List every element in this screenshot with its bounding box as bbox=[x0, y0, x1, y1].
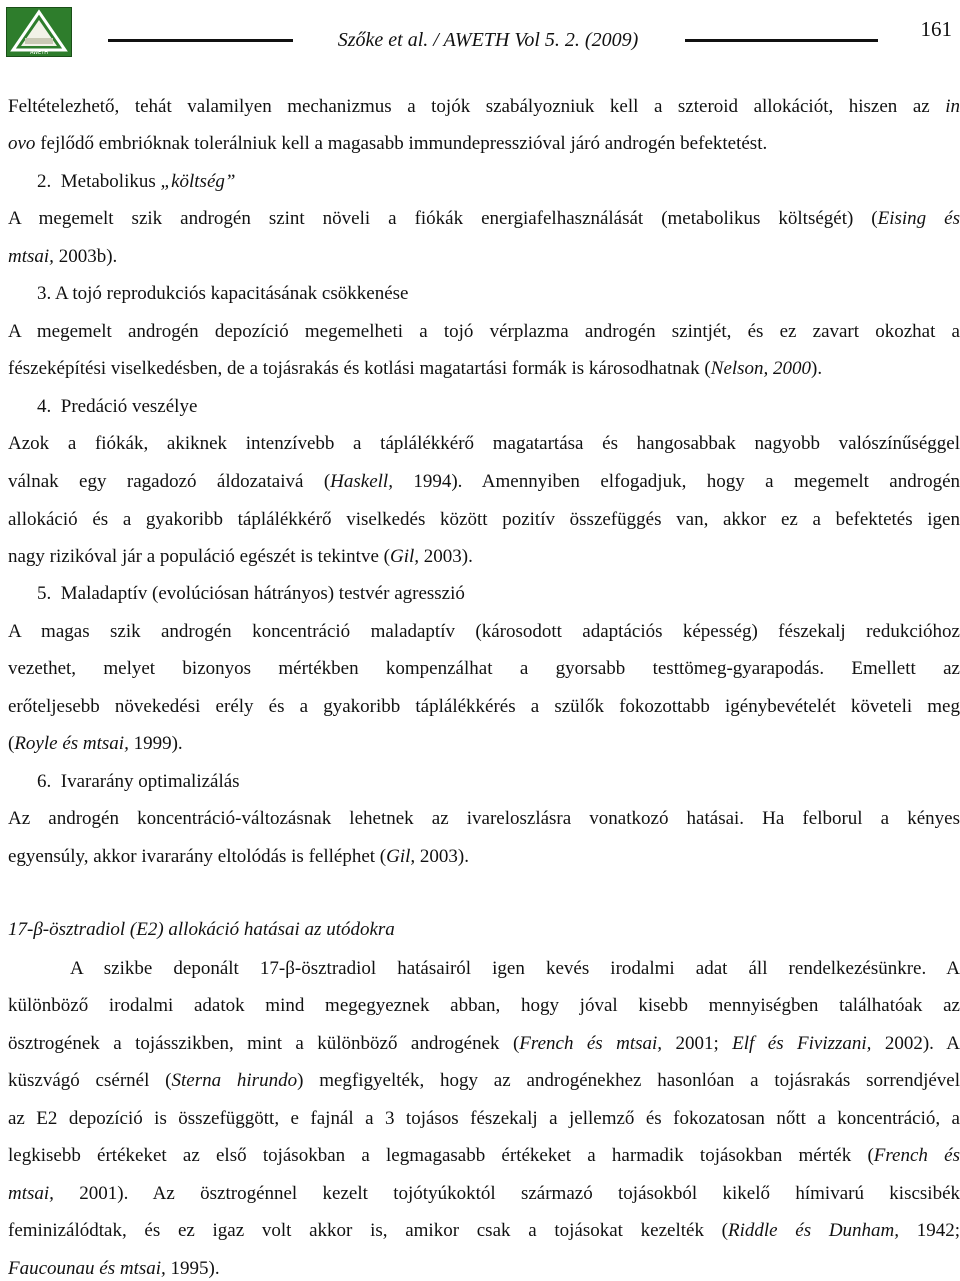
text-line: küszvágó csérnél (Sterna hirundo) megfigyelték, hogy az androgénekhez hasonlóan a tojásrakás sorrendjével bbox=[8, 1070, 960, 1091]
text-line: feminizálódtak, és ez igaz volt akkor is, amikor csak a tojásokat kezelték (Riddle és Dunham, 1942; bbox=[8, 1220, 960, 1241]
text-line: különböző irodalmi adatok mind megegyeznek abban, hogy jóval kisebb mennyiségben találhatóak az bbox=[8, 995, 960, 1016]
text-line: Faucounau és mtsai, 1995). bbox=[8, 1258, 220, 1279]
text-line: Azok a fiókák, akiknek intenzívebb a táplálékkérő magatartása és hangosabbak nagyobb valószínűséggel bbox=[8, 433, 960, 454]
text-line: egyensúly, akkor ivararány eltolódás is felléphet (Gil, 2003). bbox=[8, 846, 469, 867]
page-number: 161 bbox=[920, 17, 952, 41]
header-rule-right bbox=[685, 39, 878, 42]
text-line: (Royle és mtsai, 1999). bbox=[8, 733, 183, 754]
section-heading: 4. Predáció veszélye bbox=[37, 396, 198, 417]
text-line: A szikbe deponált 17-β-ösztradiol hatásairól igen kevés irodalmi adat áll rendelkezésünkre. A bbox=[70, 958, 960, 979]
section-heading: 2. Metabolikus „költség” bbox=[37, 171, 236, 192]
text-line: válnak egy ragadozó áldozataivá (Haskell, 1994). Amennyiben elfogadjuk, hogy a megemelt androgén bbox=[8, 471, 960, 492]
text-line: erőteljesebb növekedési erély és a gyakoribb táplálékkérés a szülők fokozottabb igénybevételét követeli meg bbox=[8, 696, 960, 717]
text-line: A magas szik androgén koncentráció maladaptív (károsodott adaptációs képesség) fészekalj redukcióhoz bbox=[8, 621, 960, 642]
text-line: ovo fejlődő embrióknak tolerálniuk kell a magasabb immundepresszióval járó androgén befektetést. bbox=[8, 133, 768, 154]
text-line: nagy rizikóval jár a populáció egészét is tekintve (Gil, 2003). bbox=[8, 546, 473, 567]
running-title: Szőke et al. / AWETH Vol 5. 2. (2009) bbox=[337, 29, 639, 51]
text-line: legkisebb értékeket az első tojásokban a legmagasabb értékeket a harmadik tojásokban mérték (French és bbox=[8, 1145, 960, 1166]
section-heading: 5. Maladaptív (evolúciósan hátrányos) testvér agresszió bbox=[37, 583, 465, 604]
text-line: vezethet, melyet bizonyos mértékben kompenzálhat a gyorsabb testtömeg-gyarapodás. Emellett az bbox=[8, 658, 960, 679]
svg-text:AWETH: AWETH bbox=[29, 50, 49, 56]
text-line: az E2 depozíció is összefüggött, e fajnál a 3 tojásos fészekalj a jellemző és fokozatosan nőtt a koncentráció, a bbox=[8, 1108, 960, 1129]
triangle-logo-icon bbox=[7, 8, 71, 56]
text-line: A megemelt szik androgén szint növeli a fiókák energiafelhasználását (metabolikus költségét) (Eising és bbox=[8, 208, 960, 229]
section-heading: 3. A tojó reprodukciós kapacitásának csökkenése bbox=[37, 283, 409, 304]
text-line: ösztrogének a tojásszikben, mint a különböző androgének (French és mtsai, 2001; Elf és Fivizzani, 2002). A bbox=[8, 1033, 960, 1054]
text-line: Feltételezhető, tehát valamilyen mechanizmus a tojók szabályozniuk kell a szteroid allokációt, hiszen az in bbox=[8, 96, 960, 117]
page-header bbox=[0, 0, 960, 62]
section-heading: 6. Ivararány optimalizálás bbox=[37, 771, 240, 792]
text-line: allokáció és a gyakoribb táplálékkérő viselkedés között pozitív összefüggés van, akkor ez a befektetés igen bbox=[8, 509, 960, 530]
journal-logo bbox=[6, 7, 72, 57]
header-rule-left bbox=[108, 39, 293, 42]
text-line: Az androgén koncentráció-változásnak lehetnek az ivareloszlásra vonatkozó hatásai. Ha felborul a kényes bbox=[8, 808, 960, 829]
text-line: mtsai, 2001). Az ösztrogénnel kezelt tojótyúkoktól származó tojásokból kikelő hímivarú kiscsibék bbox=[8, 1183, 960, 1204]
text-line: mtsai, 2003b). bbox=[8, 246, 118, 267]
text-line: A megemelt androgén depozíció megemelheti a tojó vérplazma androgén szintjét, és ez zavart okozhat a bbox=[8, 321, 960, 342]
text-line: fészeképítési viselkedésben, de a tojásrakás és kotlási magatartási formák is károsodhatnak (Nelson, 2000). bbox=[8, 358, 823, 379]
subsection-heading: 17-β-ösztradiol (E2) allokáció hatásai az utódokra bbox=[8, 919, 395, 940]
